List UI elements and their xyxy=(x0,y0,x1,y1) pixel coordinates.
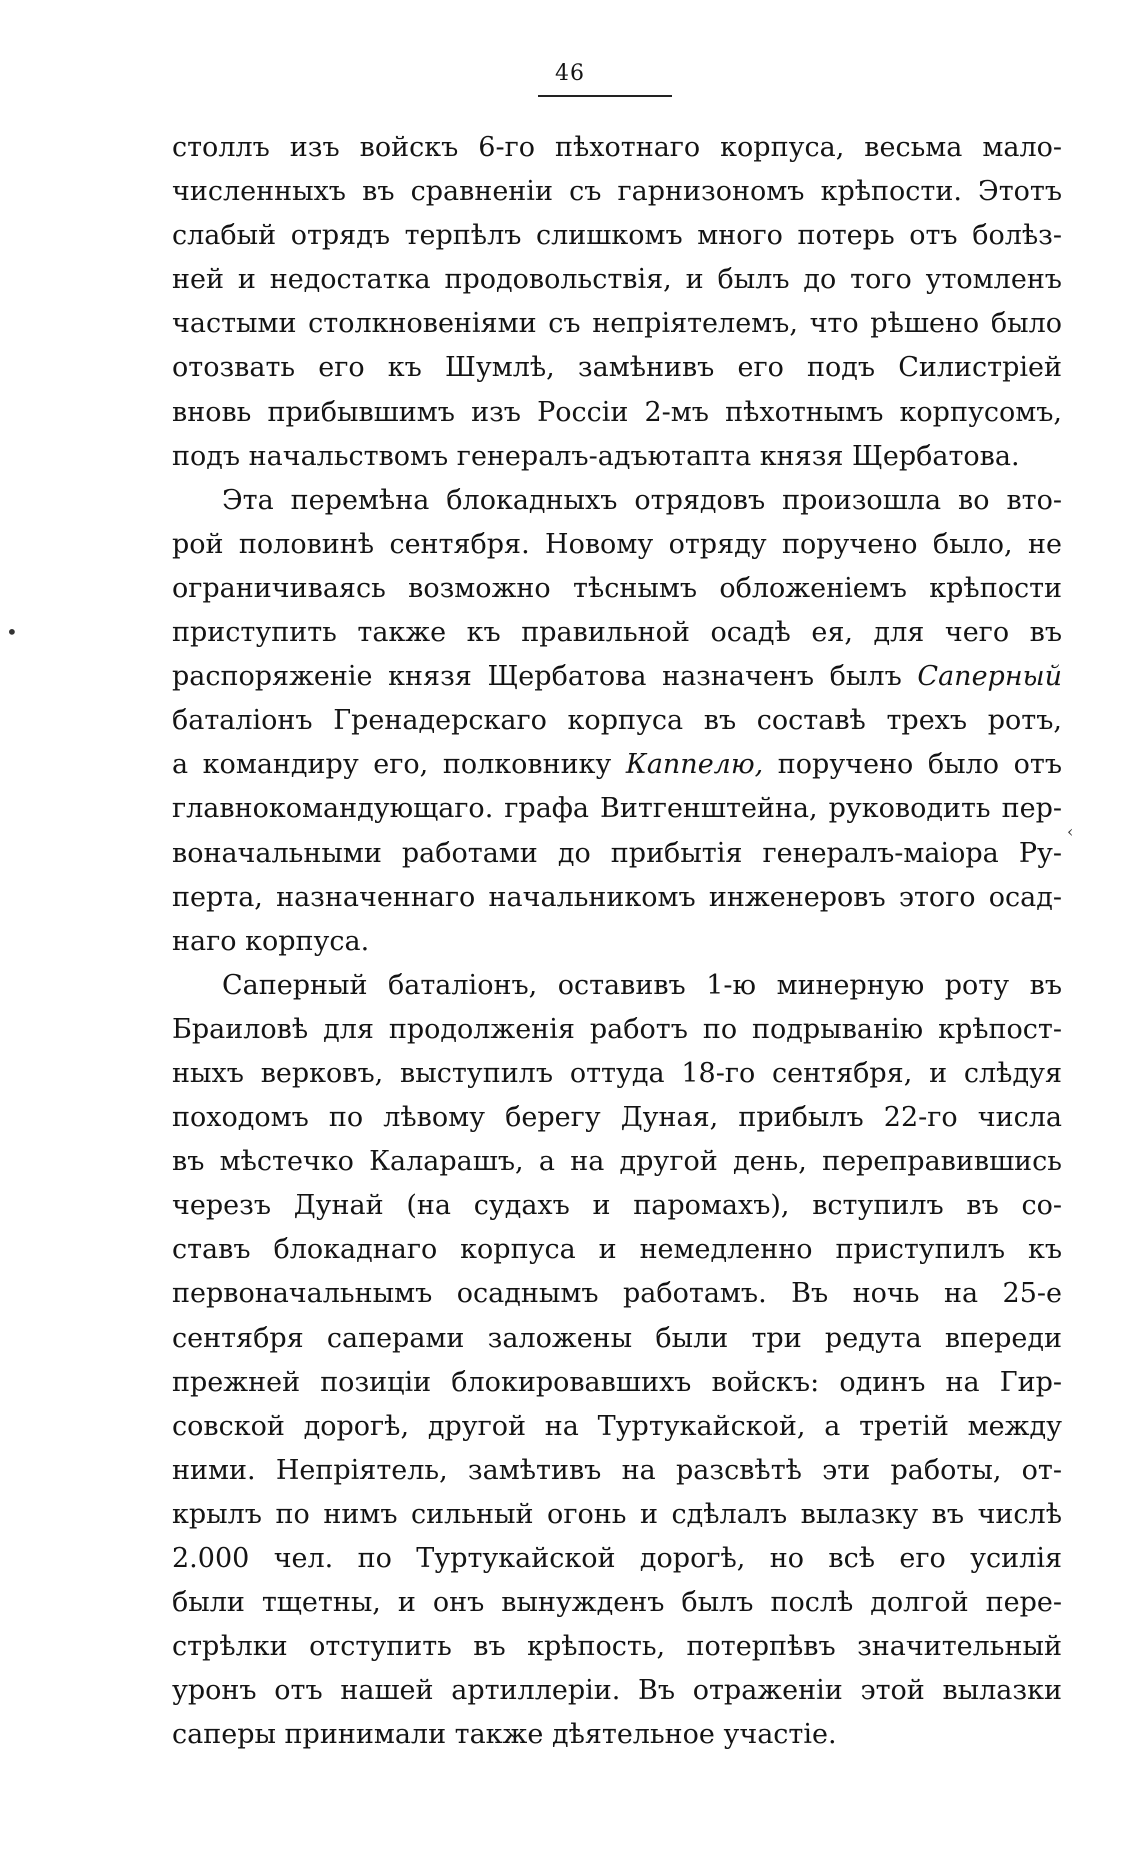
margin-mark-left: • xyxy=(6,620,18,644)
paragraph xyxy=(172,126,1062,479)
margin-mark-right: ‹ xyxy=(1067,822,1074,841)
text-line: 2.000 чел. по Туртукайской дорогѣ, но всѣ его усилія xyxy=(172,1543,1062,1574)
text-line: перта, назначеннаго начальникомъ инженеровъ этого осад- xyxy=(172,881,1062,913)
text-line: ставъ блокаднаго корпуса и немедленно приступилъ къ xyxy=(172,1234,1062,1266)
paragraph xyxy=(172,964,1062,1758)
text-line: совской дорогѣ, другой на Туртукайской, а третій между xyxy=(172,1410,1062,1442)
text-line: походомъ по лѣвому берегу Дуная, прибылъ 22-го числа xyxy=(172,1102,1062,1134)
text-line: саперы принимали также дѣятельное участіе. xyxy=(172,1719,837,1751)
text-line: крылъ по нимъ сильный огонь и сдѣлалъ вылазку въ числѣ xyxy=(172,1498,1062,1530)
text-line: уронъ отъ нашей артиллеріи. Въ отраженіи этой вылазки xyxy=(172,1675,1062,1707)
text-line: стрѣлки отступить въ крѣпость, потерпѣвъ значительный xyxy=(172,1631,1062,1663)
text-line: ней и недостатка продовольствія, и былъ до того утомленъ xyxy=(172,264,1062,296)
text-line: отозвать его къ Шумлѣ, замѣнивъ его подъ Силистріей xyxy=(172,352,1062,384)
header-rule xyxy=(538,95,672,97)
text-line: воначальными работами до прибытія генералъ-маіора Ру- xyxy=(172,837,1062,869)
text-line: подъ начальствомъ генералъ-адъютапта князя Щербатова. xyxy=(172,440,1020,472)
text-line: сентября саперами заложены были три редута впереди xyxy=(172,1322,1062,1354)
text-line: наго корпуса. xyxy=(172,925,370,957)
text-line: столлъ изъ войскъ 6-го пѣхотнаго корпуса, весьма мало- xyxy=(172,132,1062,163)
text-line: Эта перемѣна блокадныхъ отрядовъ произошла во вто- xyxy=(222,484,1062,516)
text-line: численныхъ въ сравненіи съ гарнизономъ крѣпости. Этотъ xyxy=(172,176,1062,208)
italic-term: Саперный xyxy=(917,661,1062,693)
text-line: черезъ Дунай (на судахъ и паромахъ), вступилъ въ со- xyxy=(172,1190,1062,1222)
text-line: ними. Непріятель, замѣтивъ на разсвѣтѣ эти работы, от- xyxy=(172,1454,1062,1486)
text-line: распоряженіе князя Щербатова назначенъ былъ Саперный xyxy=(172,661,1062,693)
paragraph xyxy=(172,479,1062,964)
text-line: баталіонъ Гренадерскаго корпуса въ составѣ трехъ ротъ, xyxy=(172,705,1062,737)
text-line: прежней позиціи блокировавшихъ войскъ: одинъ на Гир- xyxy=(172,1366,1062,1398)
text-line: Браиловѣ для продолженія работъ по подрыванію крѣпост- xyxy=(172,1013,1062,1045)
text-line: рой половинѣ сентября. Новому отряду поручено было, не xyxy=(172,528,1062,560)
text-line: въ мѣстечко Каларашъ, а на другой день, переправившись xyxy=(172,1146,1062,1178)
text-line: приступить также къ правильной осадѣ ея, для чего въ xyxy=(172,617,1062,649)
text-line: ныхъ верковъ, выступилъ оттуда 18-го сентября, и слѣдуя xyxy=(172,1057,1062,1089)
text-line: слабый отрядъ терпѣлъ слишкомъ много потерь отъ болѣз- xyxy=(172,220,1062,252)
text-line: первоначальнымъ осаднымъ работамъ. Въ ночь на 25-е xyxy=(172,1278,1062,1310)
page-number: 46 xyxy=(555,61,585,86)
text-line: а командиру его, полковнику Каппелю, поручено было отъ xyxy=(172,749,1063,781)
text-line: частыми столкновеніями съ непріятелемъ, что рѣшено было xyxy=(172,308,1062,340)
text-line: главнокомандующаго. графа Витгенштейна, руководить пер- xyxy=(172,793,1062,825)
body-text xyxy=(172,126,1062,1757)
italic-term: Каппелю, xyxy=(625,749,764,781)
text-line: были тщетны, и онъ вынужденъ былъ послѣ долгой пере- xyxy=(172,1587,1062,1619)
text-line: Саперный баталіонъ, оставивъ 1-ю минерную роту въ xyxy=(222,969,1062,1001)
text-line: вновь прибывшимъ изъ Россіи 2-мъ пѣхотнымъ корпусомъ, xyxy=(172,396,1062,428)
text-line: ограничиваясь возможно тѣснымъ обложеніемъ крѣпости xyxy=(172,572,1062,604)
